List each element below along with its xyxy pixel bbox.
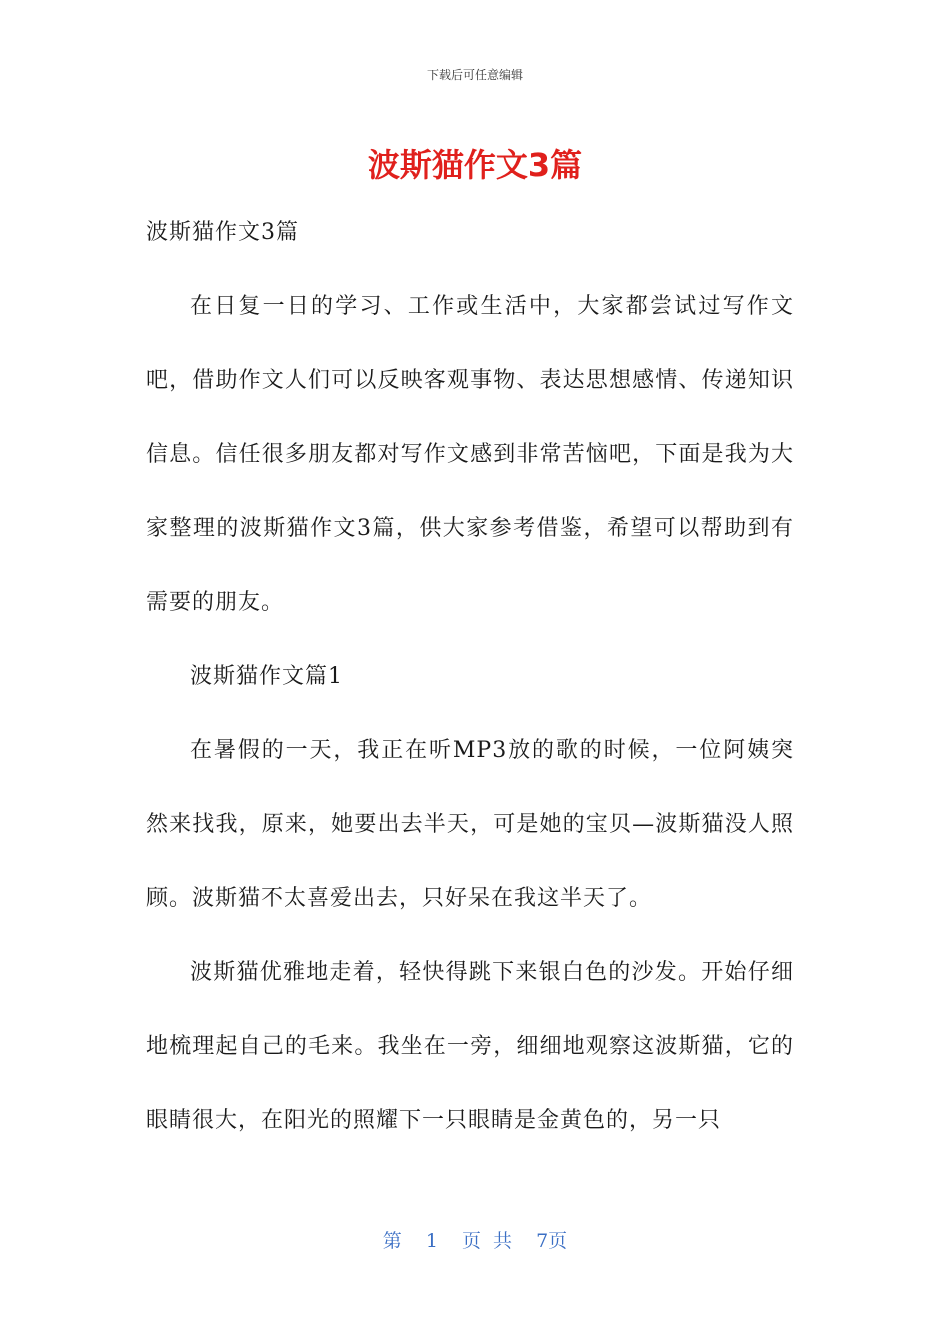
- page-footer: [0, 1226, 950, 1253]
- page-label-prefix: 第: [382, 1230, 402, 1252]
- document-subtitle: 波斯猫作文3篇: [146, 220, 299, 245]
- paragraph-story-1: 在暑假的一天，我正在听MP3放的歌的时候，一位阿姨突然来找我，原来，她要出去半天，可是她的宝贝—波斯猫没人照顾。波斯猫不太喜爱出去，只好呆在我这半天了。: [146, 738, 794, 911]
- total-pages: 7页: [536, 1230, 568, 1252]
- document-title: 波斯猫作文3篇: [367, 146, 583, 184]
- header-note: 下载后可任意编辑: [426, 68, 523, 82]
- section-heading: 波斯猫作文篇1: [190, 664, 343, 689]
- paragraph-intro: 在日复一日的学习、工作或生活中，大家都尝试过写作文吧，借助作文人们可以反映客观事物、表达思想感情、传递知识信息。信任很多朋友都对写作文感到非常苦恼吧，下面是我为大家整理的波斯猫作文3篇，供大家参考借鉴，希望可以帮助到有需要的朋友。: [146, 294, 794, 615]
- document-body: [146, 196, 794, 1158]
- paragraph-story-2: 波斯猫优雅地走着，轻快得跳下来银白色的沙发。开始仔细地梳理起自己的毛来。我坐在一旁，细细地观察这波斯猫，它的眼睛很大，在阳光的照耀下一只眼睛是金黄色的，另一只: [146, 960, 794, 1133]
- page-number: 1: [425, 1230, 438, 1252]
- page-label-mid: 页 共: [462, 1230, 513, 1252]
